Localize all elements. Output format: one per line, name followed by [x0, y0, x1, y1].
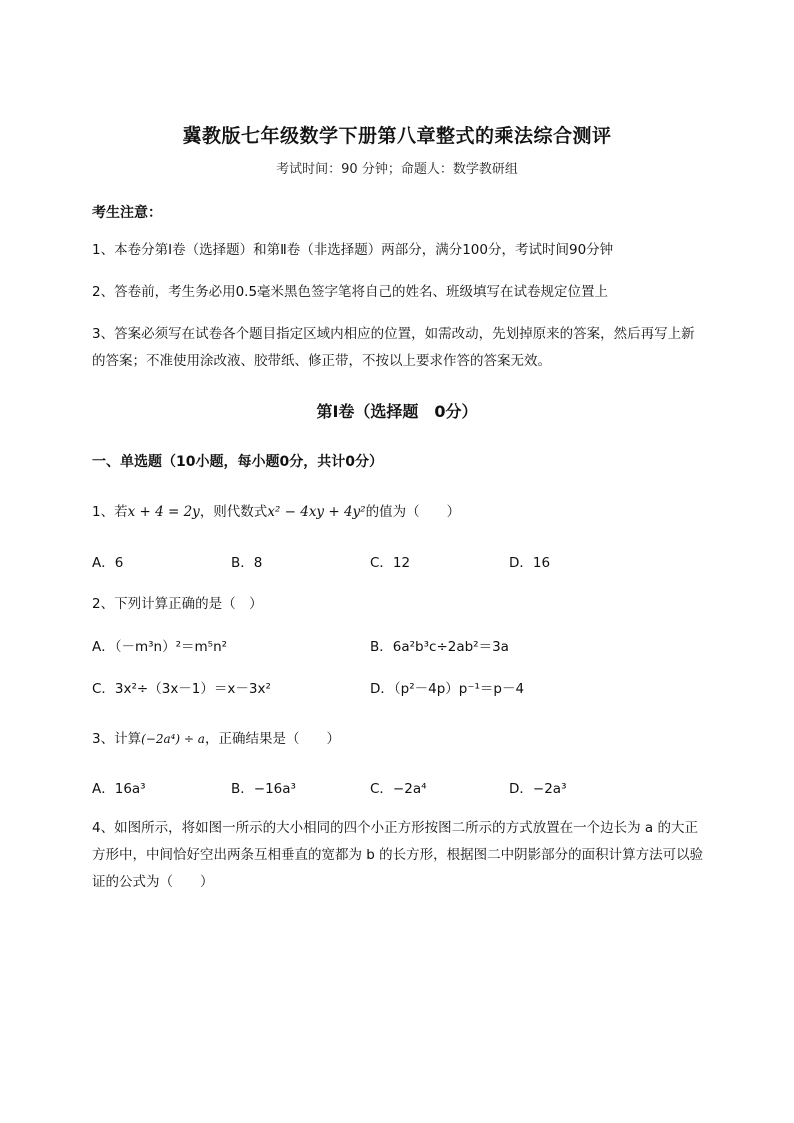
- exam-title: 冀教版七年级数学下册第八章整式的乘法综合测评: [182, 125, 612, 147]
- q2-option-c: C．3x²÷（3x－1）＝x－3x²: [92, 681, 271, 697]
- q1-option-c: C．12: [370, 555, 411, 571]
- q3-option-d: D．−2a³: [509, 781, 567, 797]
- notice-heading: 考生注意：: [92, 205, 162, 221]
- notice-item-1: 1、本卷分第Ⅰ卷（选择题）和第Ⅱ卷（非选择题）两部分，满分100分，考试时间90分钟: [92, 242, 614, 258]
- q3-expression: (−2a⁴) ÷ a: [141, 732, 205, 746]
- q1-expression: x² − 4xy + 4y²: [267, 504, 366, 520]
- q1-option-d: D．16: [509, 555, 551, 571]
- question-3: [92, 727, 340, 747]
- q1-option-b: B．8: [231, 555, 263, 571]
- section-title: 第Ⅰ卷（选择题 0分）: [316, 402, 478, 421]
- question-4: 4、如图所示，将如图一所示的大小相同的四个小正方形按图二所示的方式放置在一个边长为 a 的大正方形中，中间恰好空出两条互相垂直的宽都为 b 的长方形，根据图二中阴影部分的面积计算方法可以验证的公式为（ ）: [92, 820, 704, 890]
- q2-option-b: B．6a²b³c÷2ab²＝3a: [370, 639, 509, 655]
- notice-item-2: 2、答卷前，考生务必用0.5毫米黑色签字笔将自己的姓名、班级填写在试卷规定位置上: [92, 284, 609, 300]
- q3-suffix: ，正确结果是（ ）: [204, 731, 340, 747]
- q3-option-c: C．−2a⁴: [370, 781, 427, 797]
- q1-option-a: A．6: [92, 555, 124, 571]
- question-2: 2、下列计算正确的是（ ）: [92, 596, 263, 612]
- q1-condition: x + 4 = 2y: [127, 504, 200, 520]
- part-heading: 一、单选题（10小题，每小题0分，共计0分）: [92, 454, 383, 470]
- q1-middle: ，则代数式: [199, 504, 268, 520]
- exam-subtitle: 考试时间：90 分钟；命题人：数学教研组: [276, 162, 518, 177]
- q1-prefix: 1、若: [92, 504, 128, 520]
- q2-option-d: D．（p²－4p）p⁻¹＝p－4: [370, 681, 525, 697]
- q3-option-b: B．−16a³: [231, 781, 296, 797]
- question-1: [92, 500, 460, 520]
- q1-suffix: 的值为（ ）: [365, 504, 461, 520]
- q2-option-a: A．（－m³n）²＝m⁵n²: [92, 639, 228, 655]
- q3-prefix: 3、计算: [92, 731, 142, 747]
- q3-option-a: A．16a³: [92, 781, 146, 797]
- notice-item-3: 3、答案必须写在试卷各个题目指定区域内相应的位置，如需改动，先划掉原来的答案，然后再写上新的答案；不准使用涂改液、胶带纸、修正带，不按以上要求作答的答案无效。: [92, 326, 695, 369]
